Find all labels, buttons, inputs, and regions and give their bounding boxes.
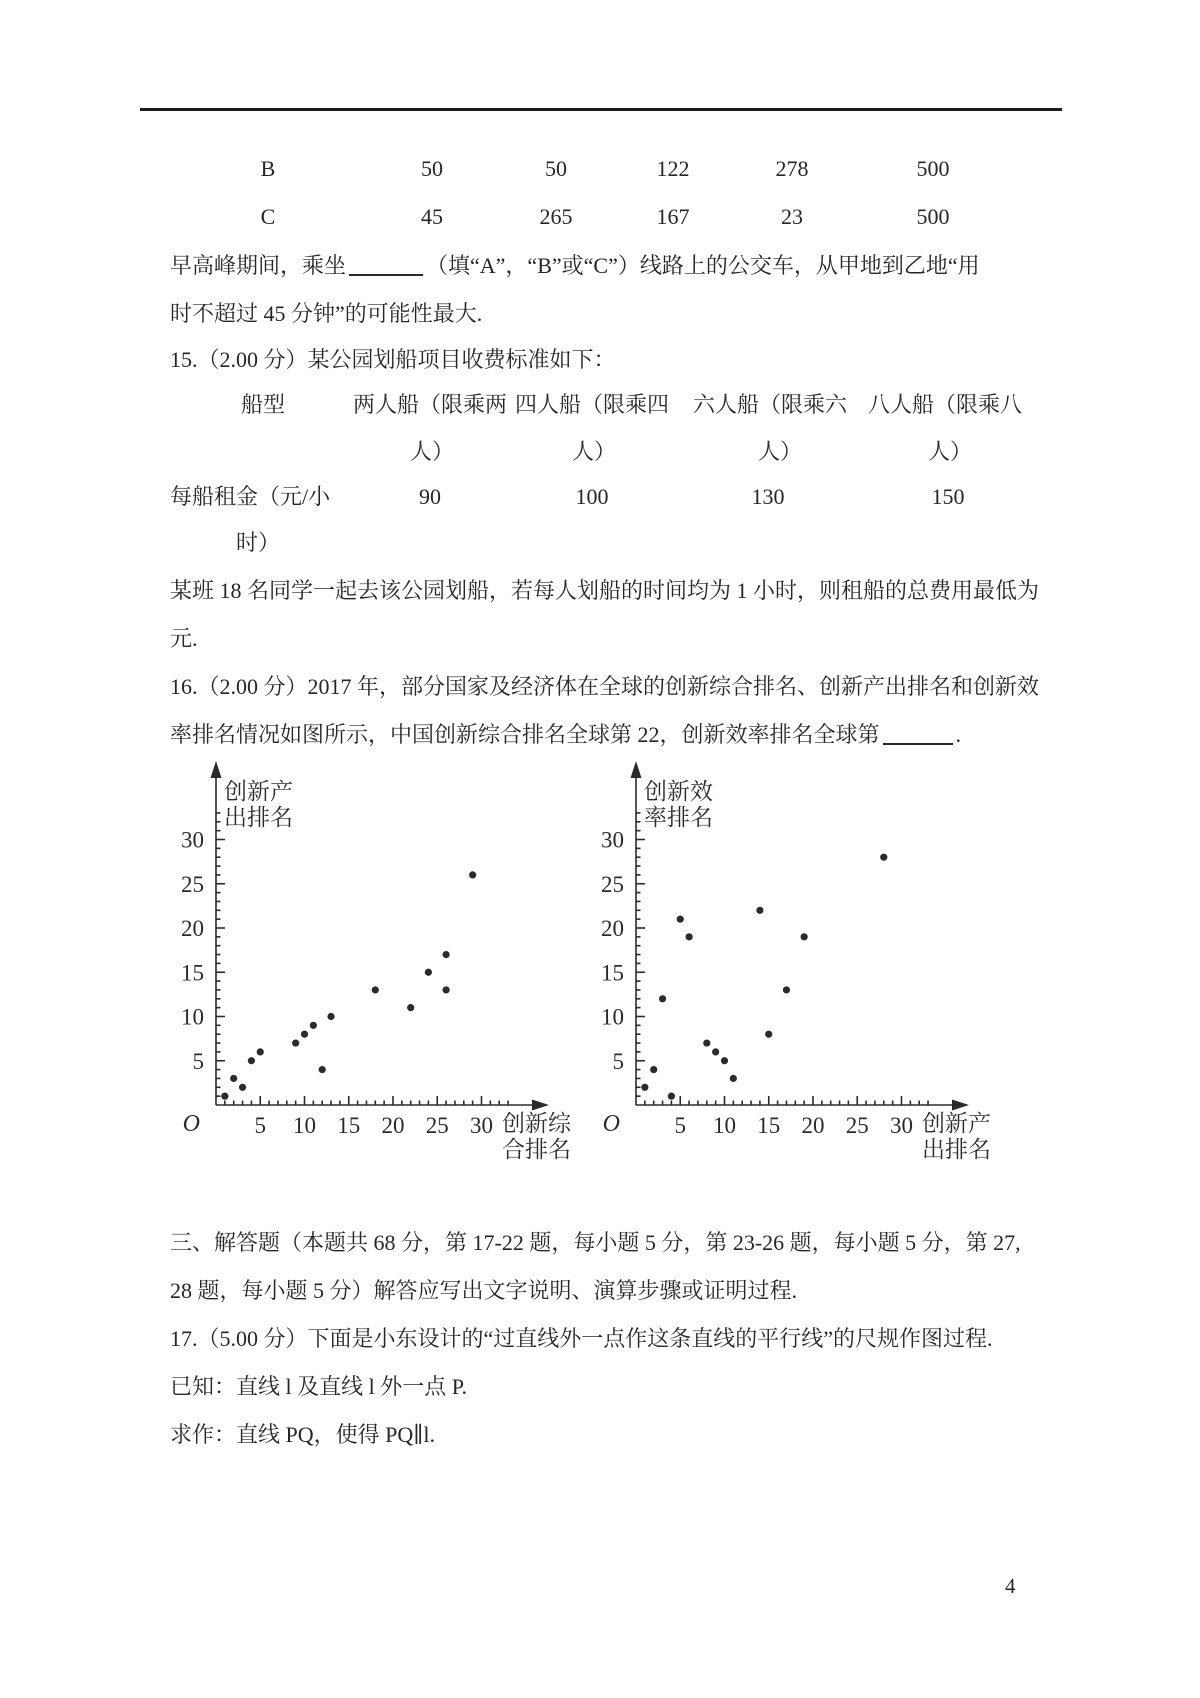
svg-text:O: O xyxy=(602,1111,620,1137)
q14-line1 xyxy=(170,251,980,281)
svg-text:30: 30 xyxy=(470,1113,493,1138)
svg-text:20: 20 xyxy=(181,916,204,941)
svg-text:25: 25 xyxy=(425,1113,449,1138)
svg-text:创新产: 创新产 xyxy=(224,779,293,804)
svg-text:10: 10 xyxy=(713,1113,736,1138)
svg-text:10: 10 xyxy=(181,1004,204,1030)
table-cell: 45 xyxy=(421,204,443,229)
table-cell: 167 xyxy=(656,204,690,229)
svg-text:20: 20 xyxy=(601,916,624,941)
table-header-col: 六人船（限乘六 xyxy=(692,392,848,417)
q16-line1: 16.（2.00 分）2017 年，部分国家及经济体在全球的创新综合排名、创新产出排名和创新效 xyxy=(170,674,1040,699)
table-header-col: 两人船（限乘两 xyxy=(352,392,508,417)
q14-text-post: （填“A”，“B”或“C”）线路上的公交车，从甲地到乙地“用 xyxy=(426,253,980,278)
q15-body-line1: 某班 18 名同学一起去该公园划船，若每人划船的时间均为 1 小时，则租船的总费用最低为 xyxy=(170,578,1040,603)
svg-text:25: 25 xyxy=(845,1113,869,1138)
svg-text:25: 25 xyxy=(181,871,204,897)
svg-text:15: 15 xyxy=(601,960,624,986)
table-header-col: 四人船（限乘四 xyxy=(514,392,670,417)
q15-body-line2: 元. xyxy=(170,626,198,651)
table-row-label: B xyxy=(260,156,276,181)
svg-text:创新效: 创新效 xyxy=(644,779,713,804)
table-header-col: 八人船（限乘八 xyxy=(867,392,1023,417)
table-cell: 23 xyxy=(781,204,803,229)
table-cell-price: 100 xyxy=(575,484,609,509)
svg-text:30: 30 xyxy=(181,827,204,853)
q17-given: 已知：直线 l 及直线 l 外一点 P. xyxy=(170,1374,468,1399)
q14-text-pre: 早高峰期间，乘坐 xyxy=(170,253,347,278)
svg-text:15: 15 xyxy=(181,960,204,986)
svg-text:合排名: 合排名 xyxy=(502,1137,571,1162)
table-row-label-price: 每船租金（元/小 xyxy=(170,484,331,509)
page-number: 4 xyxy=(1005,1574,1016,1598)
svg-text:出排名: 出排名 xyxy=(922,1137,991,1162)
table-header-col-wrap: 人） xyxy=(757,439,803,464)
svg-text:10: 10 xyxy=(601,1004,624,1030)
answer-blank xyxy=(883,741,953,745)
svg-text:15: 15 xyxy=(757,1113,781,1138)
table-cell: 122 xyxy=(656,156,690,181)
svg-text:30: 30 xyxy=(601,827,624,853)
q17-goal: 求作：直线 PQ，使得 PQ∥l. xyxy=(170,1422,436,1447)
scatter-chart-output-vs-efficiency xyxy=(580,755,1000,1170)
svg-text:20: 20 xyxy=(381,1113,405,1138)
svg-text:5: 5 xyxy=(674,1113,686,1138)
q17-stem: 17.（5.00 分）下面是小东设计的“过直线外一点作这条直线的平行线”的尺规作图过程. xyxy=(170,1326,993,1351)
svg-text:O: O xyxy=(182,1111,200,1137)
svg-text:10: 10 xyxy=(293,1113,316,1138)
svg-text:15: 15 xyxy=(337,1113,361,1138)
section3-line1: 三、解答题（本题共 68 分，第 17-22 题，每小题 5 分，第 23-26 题，每小题 5 分，第 27, xyxy=(170,1230,1021,1255)
svg-text:25: 25 xyxy=(601,871,624,897)
q14-line2: 时不超过 45 分钟”的可能性最大. xyxy=(170,301,483,326)
svg-text:率排名: 率排名 xyxy=(644,805,713,830)
svg-text:30: 30 xyxy=(890,1113,913,1138)
header-rule xyxy=(140,108,1062,111)
q16-line2 xyxy=(170,720,961,750)
svg-text:5: 5 xyxy=(612,1048,624,1074)
table-header-col-wrap: 人） xyxy=(571,439,617,464)
table-cell-price: 90 xyxy=(419,484,441,509)
table-header-col-wrap: 人） xyxy=(927,439,973,464)
svg-text:创新综: 创新综 xyxy=(502,1111,571,1136)
scatter-chart-comprehensive-vs-output xyxy=(160,755,580,1170)
q15-stem: 15.（2.00 分）某公园划船项目收费标准如下： xyxy=(170,347,616,372)
answer-blank xyxy=(349,272,423,276)
table-cell: 50 xyxy=(421,156,443,181)
table-row-label: C xyxy=(260,204,276,229)
table-cell: 50 xyxy=(545,156,567,181)
table-cell-price: 150 xyxy=(931,484,965,509)
table-cell-price: 130 xyxy=(751,484,785,509)
table-row-label-price-wrap: 时） xyxy=(235,530,281,555)
table-cell: 500 xyxy=(916,204,950,229)
q16-text-pre: 率排名情况如图所示，中国创新综合排名全球第 22，创新效率排名全球第 xyxy=(170,722,880,747)
table-cell: 500 xyxy=(916,156,950,181)
table-header-boat-type: 船型 xyxy=(240,392,286,417)
table-header-col-wrap: 人） xyxy=(409,439,455,464)
svg-text:创新产: 创新产 xyxy=(922,1111,991,1136)
q16-text-post: . xyxy=(955,722,962,747)
svg-text:出排名: 出排名 xyxy=(224,805,293,830)
svg-text:20: 20 xyxy=(801,1113,825,1138)
svg-text:5: 5 xyxy=(254,1113,266,1138)
table-cell: 265 xyxy=(539,204,573,229)
svg-text:5: 5 xyxy=(192,1048,204,1074)
table-cell: 278 xyxy=(775,156,809,181)
section3-line2: 28 题，每小题 5 分）解答应写出文字说明、演算步骤或证明过程. xyxy=(170,1278,798,1303)
